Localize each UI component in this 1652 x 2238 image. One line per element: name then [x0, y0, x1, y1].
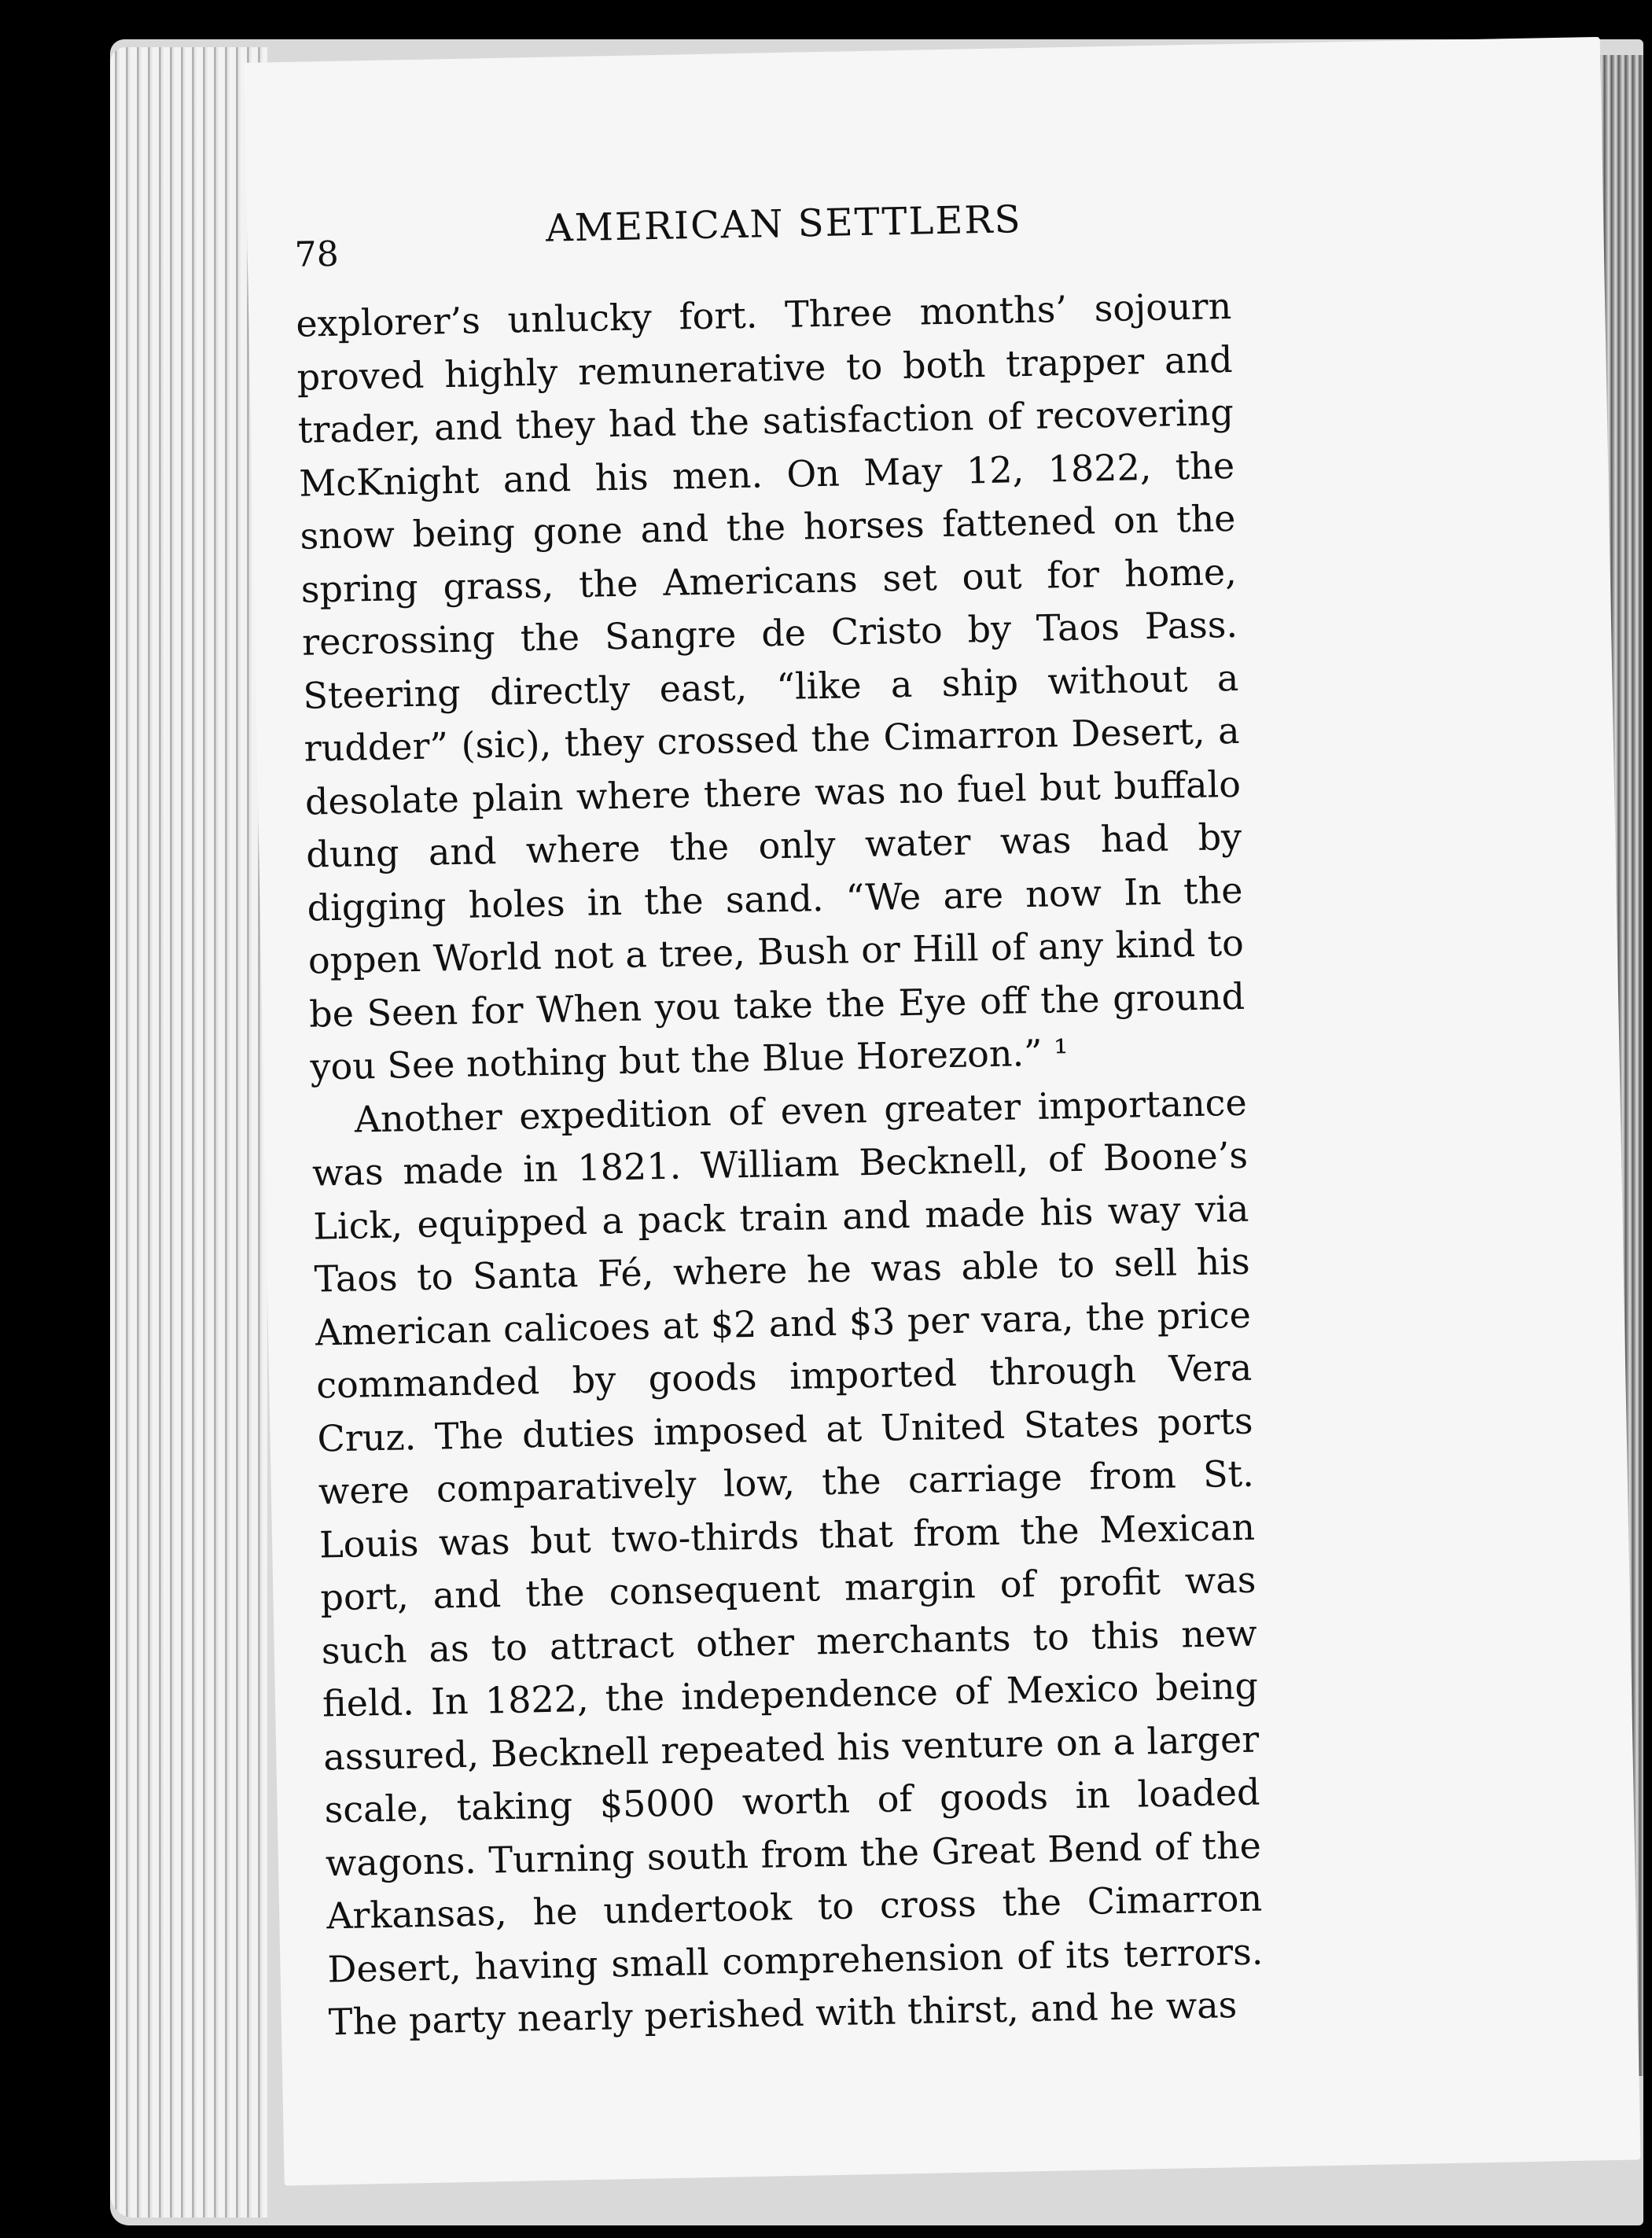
running-title: AMERICAN SETTLERS [545, 197, 1022, 251]
book-page [244, 37, 1641, 2186]
page-edges [110, 47, 267, 2218]
page-number: 78 [294, 234, 340, 275]
paragraph: Another expedition of even greater importance was made in 1821. William Becknell, of Boone’s Lick, equipped a pack train and made his way via Taos to Santa Fé, where he was able to sell his American calicoes at $2 and $3 per vara, the price commanded by goods imported through Vera Cruz. The duties imposed at United States ports were comparatively low, the carriage from St. Louis was but two-thirds that from the Mexican port, and the consequent margin of profit was such as to attract other merchants to this new field. In 1822, the independence of Mexico being assured, Becknell repeated his venture on a larger scale, taking $5000 worth of goods in loaded wagons. Turning south from the Great Bend of the Arkansas, he undertook to cross the Cimarron Desert, having small comprehension of its terrors. The party nearly perished with thirst, and he was [311, 1080, 1264, 2044]
paragraph: explorer’s unlucky fort. Three months’ sojourn proved highly remunerative to both trapper and trader, and they had the satisfaction of recovering McKnight and his men. On May 12, 1822, the snow being gone and the horses fattened on the spring grass, the Americans set out for home, recrossing the Sangre de Cristo by Taos Pass. Steering directly east, “like a ship without a rudder” (sic), they crossed the Cimarron Desert, a desolate plain where there was no fuel but buffalo dung and where the only water was had by digging holes in the sand. “We are now In the oppen World not a tree, Bush or Hill of any kind to be Seen for When you take the Eye off the ground you See nothing but the Blue Horezon.” ¹ [295, 284, 1245, 1088]
body-text [296, 280, 1265, 2049]
page-header [294, 192, 1317, 282]
